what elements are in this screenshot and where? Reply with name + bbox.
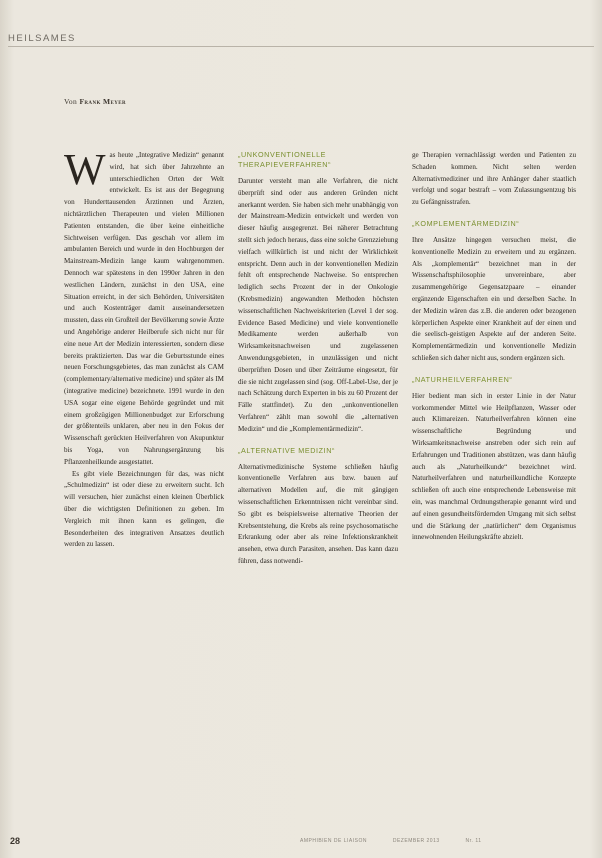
column-2 (238, 150, 398, 568)
subheading-komplementaer: „KOMPLEMENTÄRMEDIZIN“ (412, 218, 520, 228)
spacer (238, 436, 398, 446)
intro-paragraph (64, 145, 224, 469)
spacer (412, 209, 576, 219)
paragraph: Hier bedient man sich in erster Linie in der Natur vorkommender Mittel wie Heilpflanzen, Wasser oder auch Klimareizen. Naturheilverfahren können eine wissenschaftliche Begründung und Wirksamkeitsnachweise anstreben oder sich rein auf Erfahrungen und Traditionen abstützen, was dann häufig auch als „Naturheilkunde“ bezeichnet wird. Naturheilverfahren und naturheilkundliche Konzepte schließen oft auch eine entsprechende Lebensweise mit ein, was manchmal Ordnungstherapie genannt wird und auf einen gesundheitsfördernden Umgang mit sich selbst und die Stärkung der „natürlichen“ dem Organismus innewohnenden Heilungskräfte abzielt. (412, 391, 576, 542)
footer-publication: AMPHIBIEN DE LIAISON (300, 838, 367, 844)
subheading-alternative: „ALTERNATIVE MEDIZIN“ (238, 445, 335, 455)
paragraph: Ihre Ansätze hingegen versuchen meist, die konventionelle Medizin zu erweitern und zu ergänzen. Als „komplementär“ bezeichnet man in der Wissenschaftsphilosophie unvereinbare, aber zusammengehörige Gegensatzpaare – einander ergänzende Eigenschaften ein und derselben Sache. In der Medizin wären das z.B. die anderen oder bezogenen körperlichen Aspekte einer Krankheit auf der einen und die seelisch-geistigen Aspekte auf der anderen Seite. Komplementärmedizin und konventionelle Medizin schließen sich daher nicht aus, sondern ergänzen sich. (412, 235, 576, 362)
footer-issue: Nr. 11 (465, 838, 482, 844)
byline-prefix: Von (64, 97, 80, 106)
top-rule (8, 46, 594, 47)
drop-cap: W (64, 145, 106, 194)
subheading-unkonventionelle: „UNKONVENTIONELLE THERAPIEVERFAHREN“ (238, 150, 332, 169)
intro-text: as heute „Integrative Medizin“ genannt wird, hat sich über Jahrzehnte an unterschiedlichen Orten der Welt entwickelt. Es ist aus der Begegnung von Hunderttausenden Ärztinnen und Ärzten, nichtärztlichen Therapeuten und vielen Millionen Patienten entstanden, die über keine einheitliche Sichtweisen verfügen. Das geschah vor allem im ambulanten Bereich und wurde in den Hochburgen der Mainstream-Medizin lange kaum wahrgenommen. Dennoch war spätestens in den 1990er Jahren in den westlichen Ländern, zunächst in den USA, eine Situation erreicht, in der sich Behörden, Universitäten und auch Kostenträger damit auseinandersetzen mussten, dass ein Großteil der Bevölkerung sowie Ärzte und Angehörige anderer Heilberufe sich nicht nur für eine neue Art der Medizin interessierten, sondern diese bereits praktizierten. Das war die Geburtsstunde eines neuen Forschungsgebietes, das man zunächst als CAM (complementary/alternative medicine) und später als IM (integrative medicine) bezeichnete. 1991 wurde in den USA sogar eine eigene Behörde gegründet und mit einem großzügigen Millionenbudget zur Erforschung der größtenteils unklaren, aber neu in den Fokus der Wissenschaft gerückten Heilverfahren von Akupunktur bis Yoga, von Nahrungsergänzung bis Pflanzenheilkunde ausgestattet. (64, 151, 224, 466)
subheading-naturheil: „NATURHEILVERFAHREN“ (412, 374, 513, 384)
page-number: 28 (10, 836, 21, 846)
spacer (412, 365, 576, 375)
footer-date: DEZEMBER 2013 (392, 838, 440, 844)
paragraph: Es gibt viele Bezeichnungen für das, was nicht „Schulmedizin“ ist oder diese zu erweitern sucht. Ich will versuchen, hier zunächst einen kleinen Überblick über die wichtigsten Definitionen zu geben. Im Vergleich mit ihnen kann es gelingen, die Besonderheiten des integrativen Ansatzes deutlich werden zu lassen. (64, 469, 224, 549)
paragraph: ge Therapien vernachlässigt werden und Patienten zu Schaden kommen. Nicht selten werden Alternativmediziner und ihre Anhänger daher staatlich verfolgt und sogar bestraft – vom Zulassungsentzug bis zu Gefängnisstrafen. (412, 151, 576, 207)
footer (300, 838, 506, 844)
byline (64, 97, 126, 106)
byline-author: Frank Meyer (79, 97, 126, 106)
paragraph: Alternativmedizinische Systeme schließen häufig konventionelle Verfahren aus bzw. bauen auf alternativen Modellen auf, die mit gängigen wissenschaftlichen Erkenntnissen nicht vereinbar sind. So gibt es beispielsweise alternative Theorien der Krebsentstehung, die Krebs als reine psychosomatische Erkrankung oder aber als reine Infektionskrankheit ansehen, etwa durch Parasiten, ansehen. Das kann dazu führen, dass notwendi- (238, 462, 398, 565)
column-1 (64, 145, 224, 551)
column-3 (412, 150, 576, 544)
section-label: HEILSAMES (8, 33, 76, 44)
paragraph: Darunter versteht man alle Verfahren, die nicht überprüft sind oder aus anderen Gründen nicht anerkannt werden. Sie haben sich mehr unabhängig von der Mainstream-Medizin entwickelt und werden von dieser häufig ausgegrenzt. Bei näherer Betrachtung stellt sich jedoch heraus, dass eine solche Grenzziehung vielfach willkürlich ist und nicht der Wirklichkeit entspricht. Denn auch in der konventionellen Medizin fehlt oft entsprechende Nachweise. So entsprechen lediglich sechs Prozent der in der Onkologie (Krebsmedizin) angewandten Methoden höchsten wissenschaftlichen Nachweiskriterien (Level 1 der sog. Evidence Based Medicine) und viele konventionelle Medikamente werden außerhalb von Wirksamkeitsnachweisen und zugelassenen Anwendungsgebieten, in unzulässigen und nicht überprüften Dosen und über Zeiträume eingesetzt, für die sie nicht zugelassen sind (sog. Off-Label-Use, der je nach Schätzung durch Experten in bis zu 60 Prozent der Fälle stattfindet). Zu den „unkonventionellen Verfahren“ zählt man sowohl die „alternativen Medizin“ und die „Komplementärmedizin“. (238, 177, 398, 433)
